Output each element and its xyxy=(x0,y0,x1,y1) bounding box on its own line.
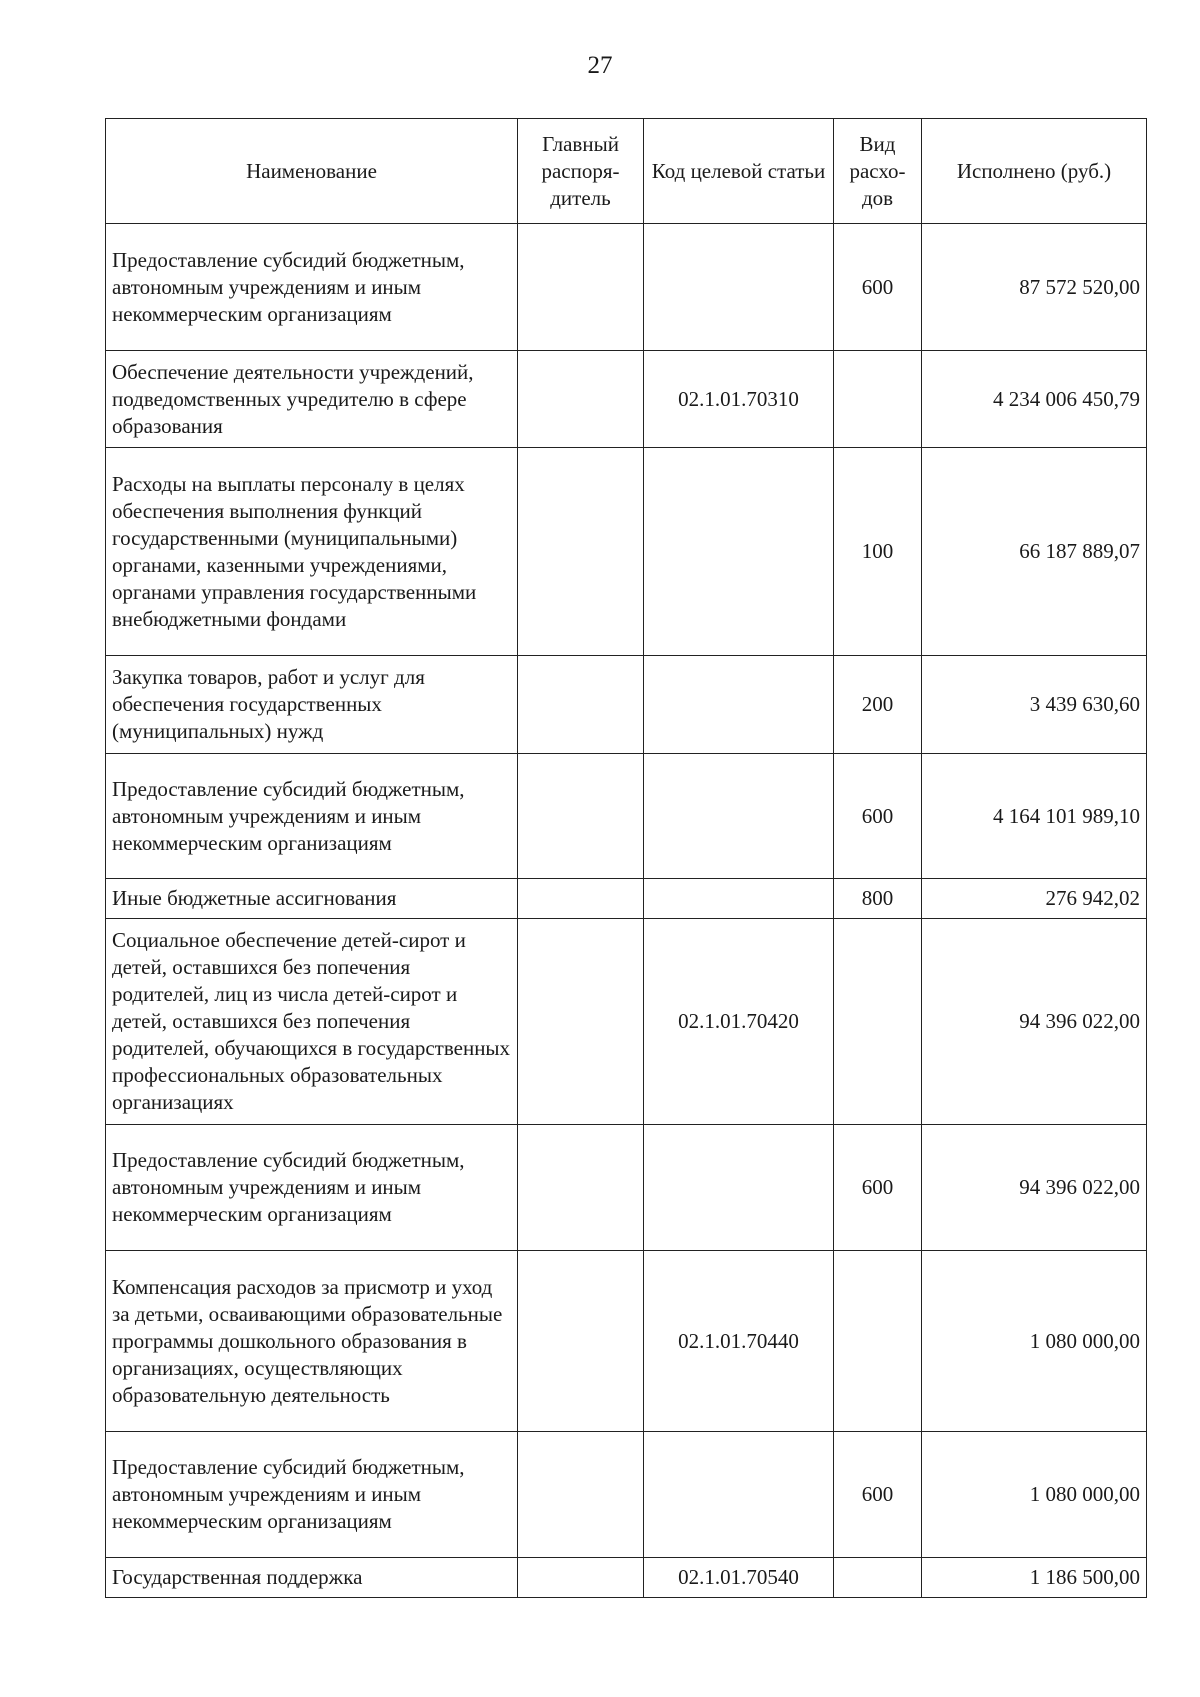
row-code xyxy=(644,1125,834,1251)
row-type: 200 xyxy=(834,656,922,754)
table-row xyxy=(106,1432,1147,1558)
table-row xyxy=(106,754,1147,879)
row-code: 02.1.01.70310 xyxy=(644,351,834,448)
table-row xyxy=(106,351,1147,448)
row-amount: 4 164 101 989,10 xyxy=(922,754,1147,879)
row-code xyxy=(644,224,834,351)
table-row xyxy=(106,224,1147,351)
row-amount: 1 186 500,00 xyxy=(922,1558,1147,1598)
row-code: 02.1.01.70420 xyxy=(644,919,834,1125)
row-code: 02.1.01.70440 xyxy=(644,1251,834,1432)
table-row xyxy=(106,1251,1147,1432)
row-name: Государственная поддержка xyxy=(106,1558,518,1598)
row-type: 600 xyxy=(834,1125,922,1251)
row-code xyxy=(644,879,834,919)
row-manager xyxy=(518,754,644,879)
row-name: Социальное обеспечение детей-сирот и детей, оставшихся без попечения родителей, лиц из числа детей-сирот и детей, оставшихся без попечения родителей, обучающихся в государственных профессиональных образовательных организациях xyxy=(106,919,518,1125)
row-type xyxy=(834,1251,922,1432)
row-type: 600 xyxy=(834,224,922,351)
row-name: Предоставление субсидий бюджетным, автономным учреждениям и иным некоммерческим организациям xyxy=(106,1432,518,1558)
budget-table xyxy=(105,118,1147,1598)
row-type xyxy=(834,1558,922,1598)
row-manager xyxy=(518,224,644,351)
row-amount: 87 572 520,00 xyxy=(922,224,1147,351)
row-amount: 1 080 000,00 xyxy=(922,1432,1147,1558)
table-row xyxy=(106,656,1147,754)
table-row xyxy=(106,448,1147,656)
header-type: Вид расхо-дов xyxy=(834,119,922,224)
row-name: Обеспечение деятельности учреждений, подведомственных учредителю в сфере образования xyxy=(106,351,518,448)
row-manager xyxy=(518,448,644,656)
row-amount: 3 439 630,60 xyxy=(922,656,1147,754)
row-manager xyxy=(518,1558,644,1598)
row-manager xyxy=(518,1251,644,1432)
row-amount: 66 187 889,07 xyxy=(922,448,1147,656)
row-name: Закупка товаров, работ и услуг для обеспечения государственных (муниципальных) нужд xyxy=(106,656,518,754)
row-name: Иные бюджетные ассигнования xyxy=(106,879,518,919)
row-name: Компенсация расходов за присмотр и уход за детьми, осваивающими образовательные программы дошкольного образования в организациях, осуществляющих образовательную деятельность xyxy=(106,1251,518,1432)
row-manager xyxy=(518,656,644,754)
row-type xyxy=(834,919,922,1125)
row-manager xyxy=(518,1432,644,1558)
row-code xyxy=(644,656,834,754)
row-type: 600 xyxy=(834,754,922,879)
row-code: 02.1.01.70540 xyxy=(644,1558,834,1598)
row-name: Предоставление субсидий бюджетным, автономным учреждениям и иным некоммерческим организациям xyxy=(106,224,518,351)
row-code xyxy=(644,754,834,879)
row-type: 600 xyxy=(834,1432,922,1558)
row-type: 800 xyxy=(834,879,922,919)
row-manager xyxy=(518,351,644,448)
header-name: Наименование xyxy=(106,119,518,224)
table-row xyxy=(106,919,1147,1125)
table-header-row xyxy=(106,119,1147,224)
page-number: 27 xyxy=(587,52,613,79)
row-name: Расходы на выплаты персоналу в целях обеспечения выполнения функций государственными (муниципальными) органами, казенными учреждениями, органами управления государственными внебюджетными фондами xyxy=(106,448,518,656)
header-manager: Главный распоря-дитель xyxy=(518,119,644,224)
row-amount: 1 080 000,00 xyxy=(922,1251,1147,1432)
header-amount: Исполнено (руб.) xyxy=(922,119,1147,224)
row-amount: 4 234 006 450,79 xyxy=(922,351,1147,448)
row-amount: 94 396 022,00 xyxy=(922,919,1147,1125)
row-name: Предоставление субсидий бюджетным, автономным учреждениям и иным некоммерческим организациям xyxy=(106,754,518,879)
header-code: Код целевой статьи xyxy=(644,119,834,224)
row-type xyxy=(834,351,922,448)
row-manager xyxy=(518,879,644,919)
row-manager xyxy=(518,919,644,1125)
row-code xyxy=(644,1432,834,1558)
row-name: Предоставление субсидий бюджетным, автономным учреждениям и иным некоммерческим организациям xyxy=(106,1125,518,1251)
table-row xyxy=(106,1558,1147,1598)
row-manager xyxy=(518,1125,644,1251)
table-row xyxy=(106,1125,1147,1251)
table-row xyxy=(106,879,1147,919)
row-amount: 94 396 022,00 xyxy=(922,1125,1147,1251)
row-type: 100 xyxy=(834,448,922,656)
row-code xyxy=(644,448,834,656)
row-amount: 276 942,02 xyxy=(922,879,1147,919)
